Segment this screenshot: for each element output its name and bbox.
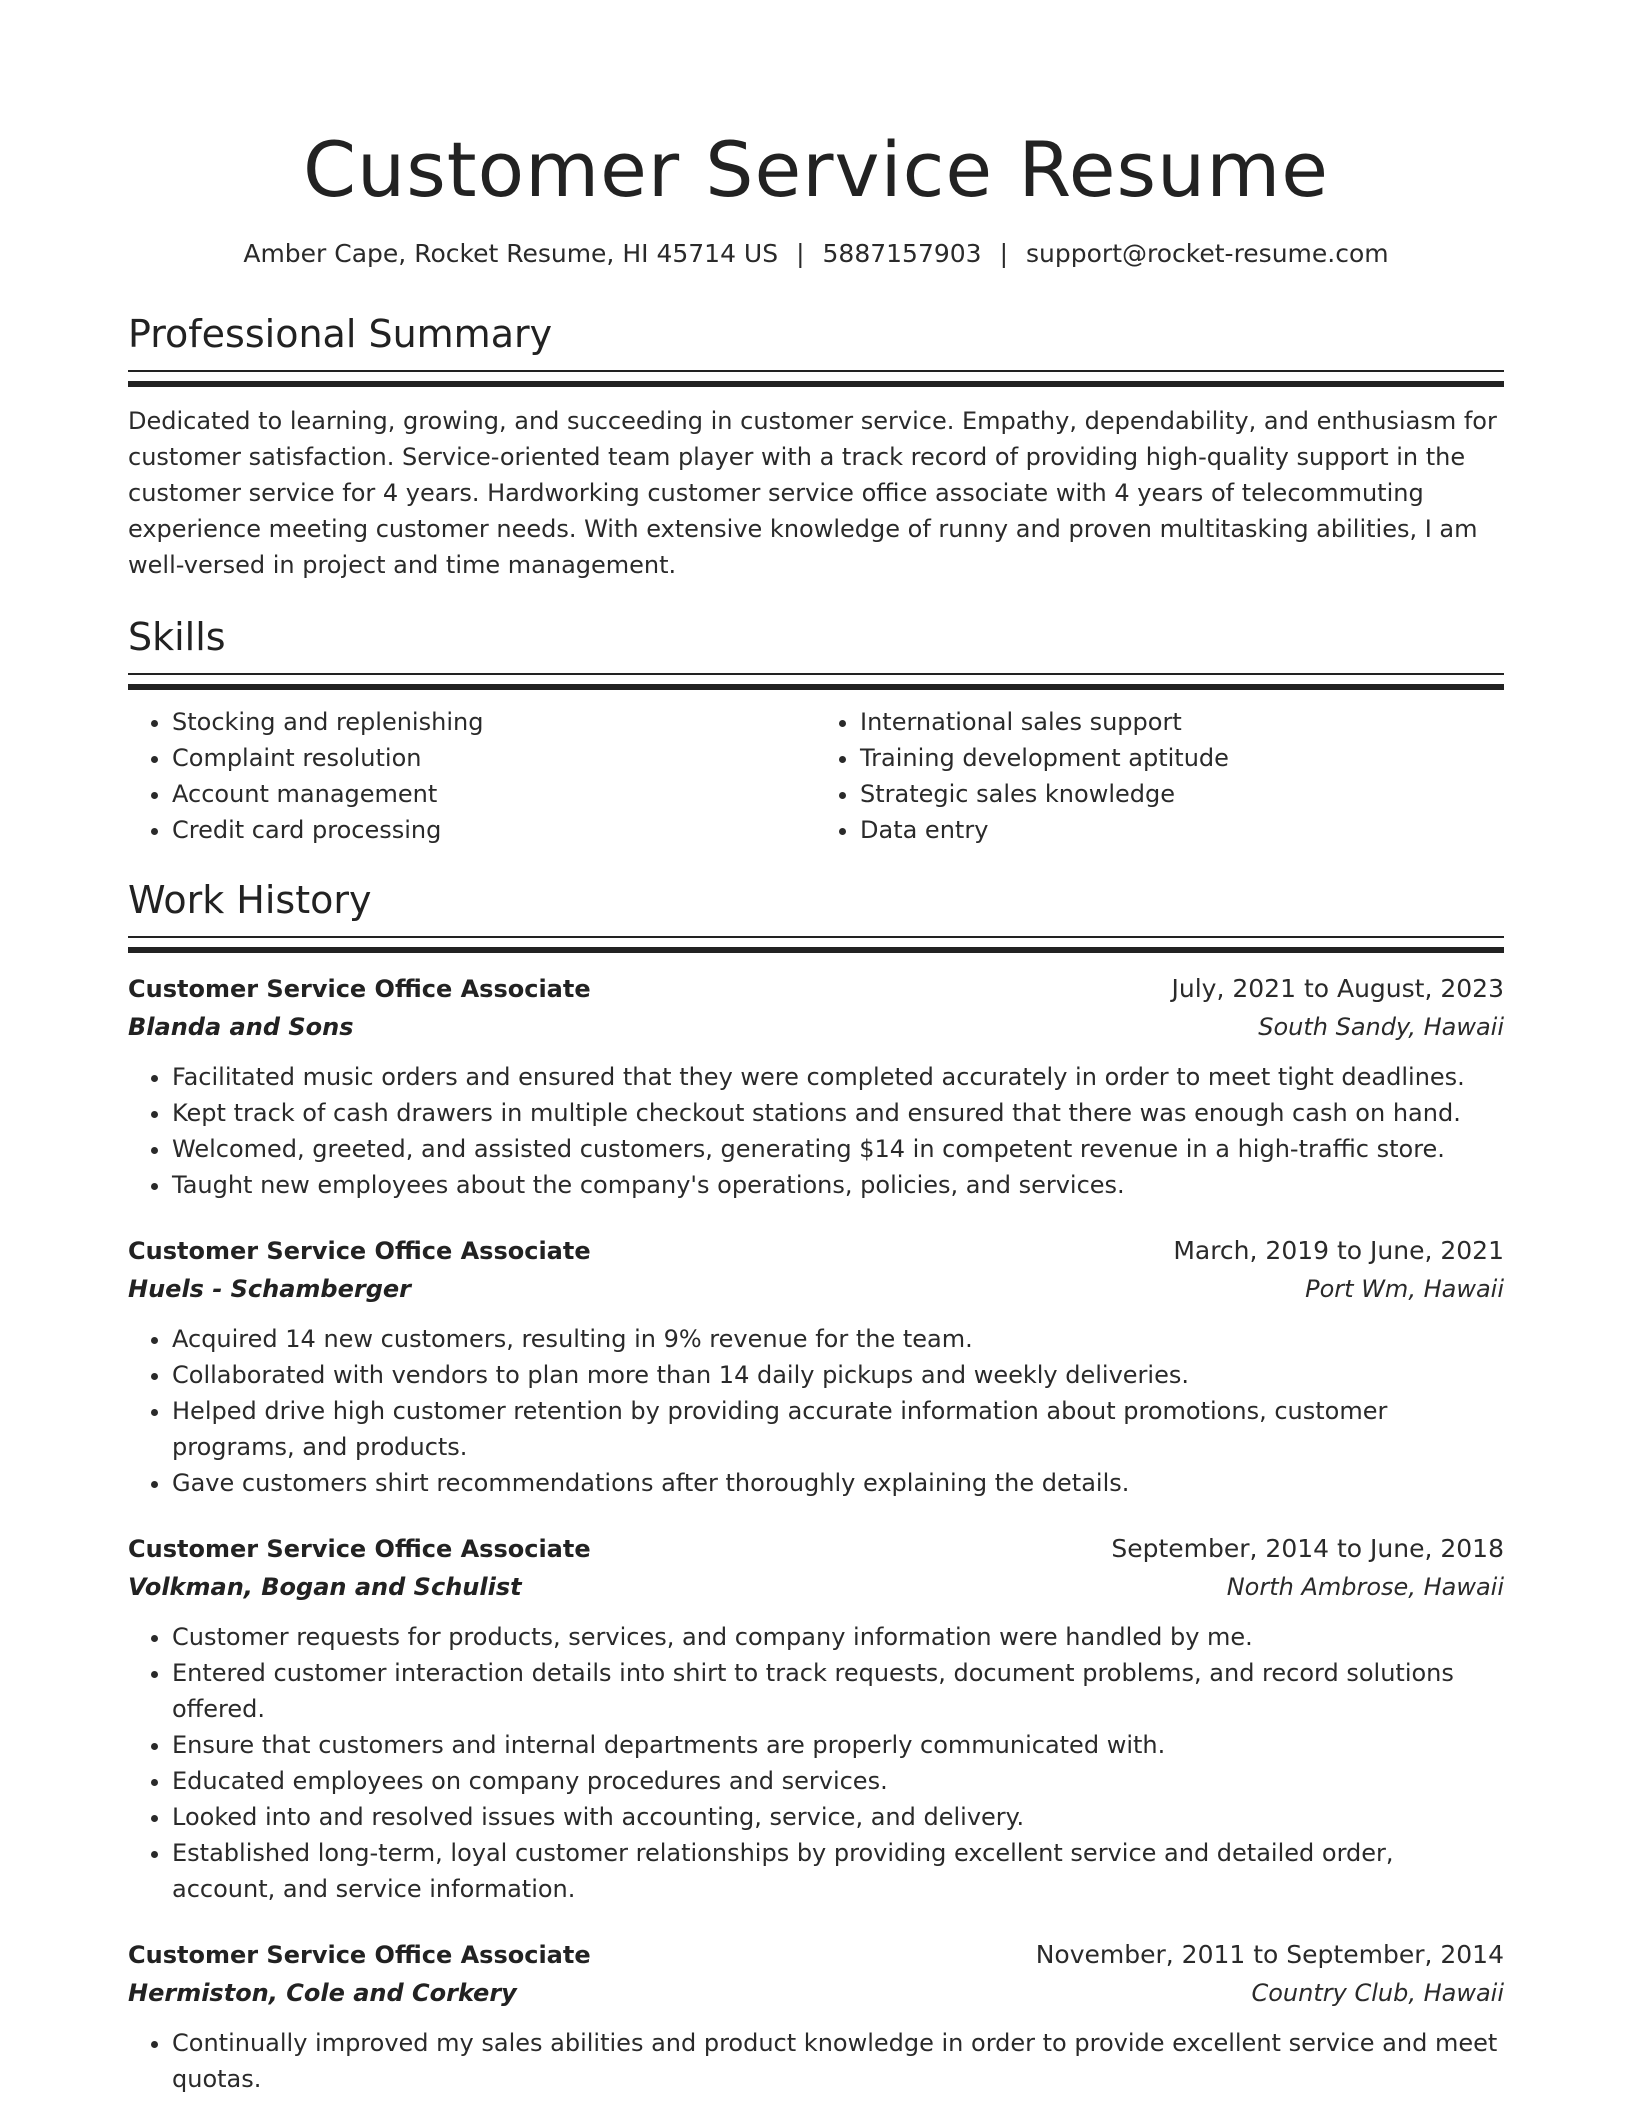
skill-item: • Stocking and replenishing: [172, 704, 816, 740]
job-bullet-list: [128, 2025, 1504, 2097]
contact-address: Amber Cape, Rocket Resume, HI 45714 US: [243, 239, 779, 268]
skill-item: • International sales support: [860, 704, 1504, 740]
job-bullet: • Collaborated with vendors to plan more than 14 daily pickups and weekly deliveries.: [172, 1357, 1504, 1393]
summary-paragraph: Dedicated to learning, growing, and succeeding in customer service. Empathy, dependability, and enthusiasm for customer satisfaction. Service-oriented team player with a track record of providing high-quality support in the customer service for 4 years. Hardworking customer service office associate with 4 years of telecommuting experience meeting customer needs. With extensive knowledge of runny and proven multitasking abilities, I am well-versed in project and time management.: [128, 407, 1497, 579]
job-company: Blanda and Sons: [128, 1013, 354, 1041]
professional-summary-section: [128, 310, 1504, 583]
job-header-row: [128, 1531, 1504, 1567]
skill-item: • Complaint resolution: [172, 740, 816, 776]
skill-item: • Strategic sales knowledge: [860, 776, 1504, 812]
job-header-row: [128, 1937, 1504, 1973]
job-bullet: • Continually improved my sales abilities and product knowledge in order to provide excellent service and meet quotas.: [172, 2025, 1504, 2097]
job-location: Country Club, Hawaii: [1251, 1979, 1504, 2007]
job-bullet: • Educated employees on company procedures and services.: [172, 1763, 1504, 1799]
job-bullet: • Ensure that customers and internal departments are properly communicated with.: [172, 1727, 1504, 1763]
job-location: South Sandy, Hawaii: [1258, 1013, 1504, 1041]
job-company-row: [128, 1567, 1504, 1607]
job-bullet: • Helped drive high customer retention by providing accurate information about promotions, customer programs, and products.: [172, 1393, 1504, 1465]
section-heading-work: Work History: [128, 878, 372, 922]
job-title: Customer Service Office Associate: [128, 975, 591, 1003]
skills-column-right: [816, 704, 1504, 848]
contact-separator: |: [796, 239, 805, 268]
job-bullet: • Kept track of cash drawers in multiple checkout stations and ensured that there was enough cash on hand.: [172, 1095, 1504, 1131]
skills-section: [128, 613, 1504, 848]
section-divider: [128, 673, 1504, 690]
job-bullet: • Acquired 14 new customers, resulting in 9% revenue for the team.: [172, 1321, 1504, 1357]
job-entry: [128, 1233, 1504, 1501]
job-bullet-list: [128, 1059, 1504, 1203]
job-bullet: • Entered customer interaction details into shirt to track requests, document problems, and record solutions offered.: [172, 1655, 1504, 1727]
job-entry: [128, 971, 1504, 1203]
job-company: Volkman, Bogan and Schulist: [128, 1573, 522, 1601]
job-entry: [128, 1937, 1504, 2097]
section-divider: [128, 936, 1504, 953]
job-bullet: • Welcomed, greeted, and assisted customers, generating $14 in competent revenue in a high-traffic store.: [172, 1131, 1504, 1167]
job-company-row: [128, 1269, 1504, 1309]
work-history-section: [128, 876, 1504, 2097]
job-company: Hermiston, Cole and Corkery: [128, 1979, 517, 2007]
section-heading-summary: Professional Summary: [128, 312, 553, 356]
section-heading-skills: Skills: [128, 615, 226, 659]
section-divider: [128, 370, 1504, 387]
resume-title: Customer Service Resume: [302, 125, 1330, 214]
job-bullet-list: [128, 1321, 1504, 1501]
skill-item: • Account management: [172, 776, 816, 812]
job-dates: July, 2021 to August, 2023: [1171, 974, 1504, 1003]
contact-line: [128, 238, 1504, 270]
job-bullet: • Gave customers shirt recommendations after thoroughly explaining the details.: [172, 1465, 1504, 1501]
contact-separator: |: [999, 239, 1009, 268]
job-location: North Ambrose, Hawaii: [1226, 1573, 1504, 1601]
skill-item: • Training development aptitude: [860, 740, 1504, 776]
job-bullet: • Customer requests for products, services, and company information were handled by me.: [172, 1619, 1504, 1655]
job-title: Customer Service Office Associate: [128, 1535, 591, 1563]
job-dates: September, 2014 to June, 2018: [1111, 1534, 1504, 1563]
skills-columns: [128, 704, 1504, 848]
skill-item: • Data entry: [860, 812, 1504, 848]
job-bullet: • Established long-term, loyal customer relationships by providing excellent service and detailed order, account, and service information.: [172, 1835, 1504, 1907]
contact-email: support@rocket-resume.com: [1026, 239, 1389, 268]
job-company-row: [128, 1973, 1504, 2013]
job-bullet: • Facilitated music orders and ensured that they were completed accurately in order to meet tight deadlines.: [172, 1059, 1504, 1095]
job-dates: November, 2011 to September, 2014: [1035, 1940, 1504, 1969]
contact-phone: 5887157903: [822, 239, 982, 268]
job-header-row: [128, 971, 1504, 1007]
job-title: Customer Service Office Associate: [128, 1237, 591, 1265]
job-bullet: • Looked into and resolved issues with accounting, service, and delivery.: [172, 1799, 1504, 1835]
skill-item: • Credit card processing: [172, 812, 816, 848]
job-header-row: [128, 1233, 1504, 1269]
skills-column-left: [128, 704, 816, 848]
job-company: Huels - Schamberger: [128, 1275, 412, 1303]
job-dates: March, 2019 to June, 2021: [1173, 1236, 1504, 1265]
job-company-row: [128, 1007, 1504, 1047]
job-bullet-list: [128, 1619, 1504, 1907]
job-bullet: • Taught new employees about the company's operations, policies, and services.: [172, 1167, 1504, 1203]
resume-page: [128, 0, 1504, 2097]
job-entry: [128, 1531, 1504, 1907]
job-title: Customer Service Office Associate: [128, 1941, 591, 1969]
job-location: Port Wm, Hawaii: [1305, 1275, 1504, 1303]
